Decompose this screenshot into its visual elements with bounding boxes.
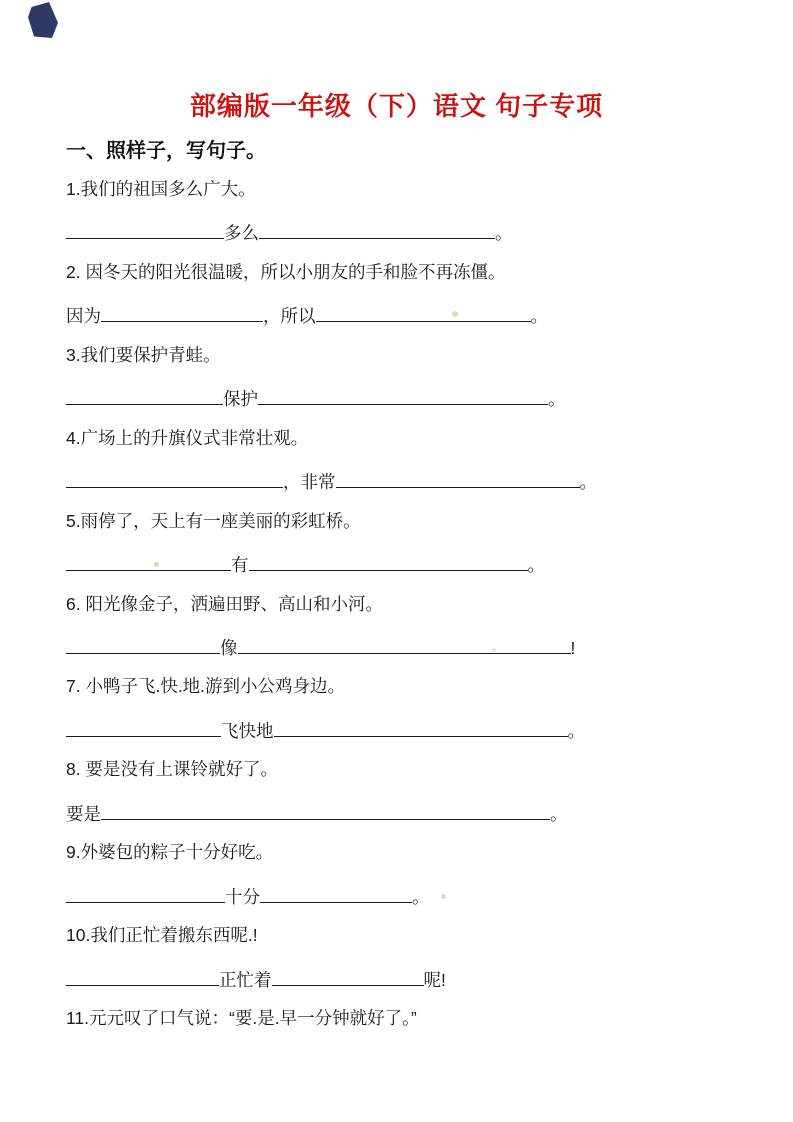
scan-artifact-dot <box>452 311 458 317</box>
answer-blank-line <box>336 468 580 488</box>
answer-hint-text: 。 <box>530 306 548 327</box>
answer-hint-text: 因为 <box>66 306 101 327</box>
scan-artifact-dot <box>492 648 496 652</box>
answer-hint-text: 有 <box>231 555 249 576</box>
answer-hint-text: ! <box>570 637 576 658</box>
answer-hint-text: 。 <box>412 886 430 907</box>
answer-row <box>66 883 430 908</box>
answer-hint-text: 。 <box>495 223 513 244</box>
sentence-text: 2. 因冬天的阳光很温暖，所以小朋友的手和脸不再冻僵。 <box>66 261 506 282</box>
answer-hint-text: 。 <box>548 389 566 410</box>
sentence-text: 6. 阳光像金子，洒遍田野、高山和小河。 <box>66 593 383 614</box>
sentence-text: 1.我们的祖国多么广大。 <box>66 179 256 199</box>
page-title: 部编版一年级（下）语文 句子专项 <box>189 91 604 121</box>
answer-row <box>66 385 566 410</box>
scan-artifact-dot <box>441 894 446 899</box>
answer-hint-text: 。 <box>550 803 568 824</box>
answer-blank-line <box>258 385 548 405</box>
answer-blank-line <box>66 966 219 986</box>
sentence-text: 5.雨停了，天上有一座美丽的彩虹桥。 <box>66 510 361 531</box>
answer-row <box>66 800 568 825</box>
sentence-text: 3.我们要保护青蛙。 <box>66 344 221 365</box>
answer-blank-line <box>272 966 424 986</box>
answer-hint-text: 多么 <box>224 223 259 244</box>
answer-hint-text: 要是 <box>66 803 101 824</box>
sentence-text: 11.元元叹了口气说：“要.是.早一分钟就好了。” <box>66 1008 417 1028</box>
sentence-text: 9.外婆包的粽子十分好吃。 <box>66 842 274 863</box>
answer-hint-text: 正忙着 <box>219 969 272 990</box>
answer-blank-line <box>66 219 224 239</box>
answer-blank-line <box>101 302 263 322</box>
answer-hint-text: 呢! <box>423 969 446 990</box>
answer-row <box>66 634 575 659</box>
answer-hint-text: 飞快地 <box>221 720 274 741</box>
answer-hint-text: 。 <box>579 472 597 493</box>
answer-row <box>66 966 446 991</box>
answer-blank-line <box>66 468 283 488</box>
answer-hint-text: 。 <box>527 555 545 576</box>
section-heading: 一、照样子，写句子。 <box>66 140 266 162</box>
answer-row <box>66 219 513 244</box>
answer-row <box>66 717 585 742</box>
answer-hint-text: ，所以 <box>263 306 316 327</box>
answer-blank-line <box>66 634 220 654</box>
answer-blank-line <box>66 883 225 903</box>
sentence-text: 4.广场上的升旗仪式非常壮观。 <box>66 427 309 448</box>
answer-hint-text: 。 <box>567 720 585 741</box>
answer-blank-line <box>316 302 531 322</box>
answer-blank-line <box>249 551 528 571</box>
answer-blank-line <box>66 385 223 405</box>
answer-blank-line <box>101 800 550 820</box>
answer-row <box>66 551 545 576</box>
scan-artifact-dot <box>154 562 159 567</box>
answer-blank-line <box>66 551 231 571</box>
answer-row <box>66 468 597 493</box>
answer-blank-line <box>259 219 495 239</box>
answer-row <box>66 302 548 327</box>
answer-blank-line <box>238 634 571 654</box>
answer-blank-line <box>260 883 412 903</box>
answer-blank-line <box>274 717 568 737</box>
sentence-text: 7. 小鸭子飞.快.地.游到小公鸡身边。 <box>66 676 346 697</box>
answer-hint-text: 保护 <box>223 389 258 410</box>
sentence-text: 8. 要是没有上课铃就好了。 <box>66 759 278 780</box>
sentence-text: 10.我们正忙着搬东西呢.! <box>66 925 258 946</box>
answer-hint-text: ，非常 <box>283 472 336 493</box>
answer-hint-text: 像 <box>220 637 238 658</box>
corner-fold-mark <box>28 2 58 38</box>
answer-hint-text: 十分 <box>225 886 260 907</box>
answer-blank-line <box>66 717 221 737</box>
